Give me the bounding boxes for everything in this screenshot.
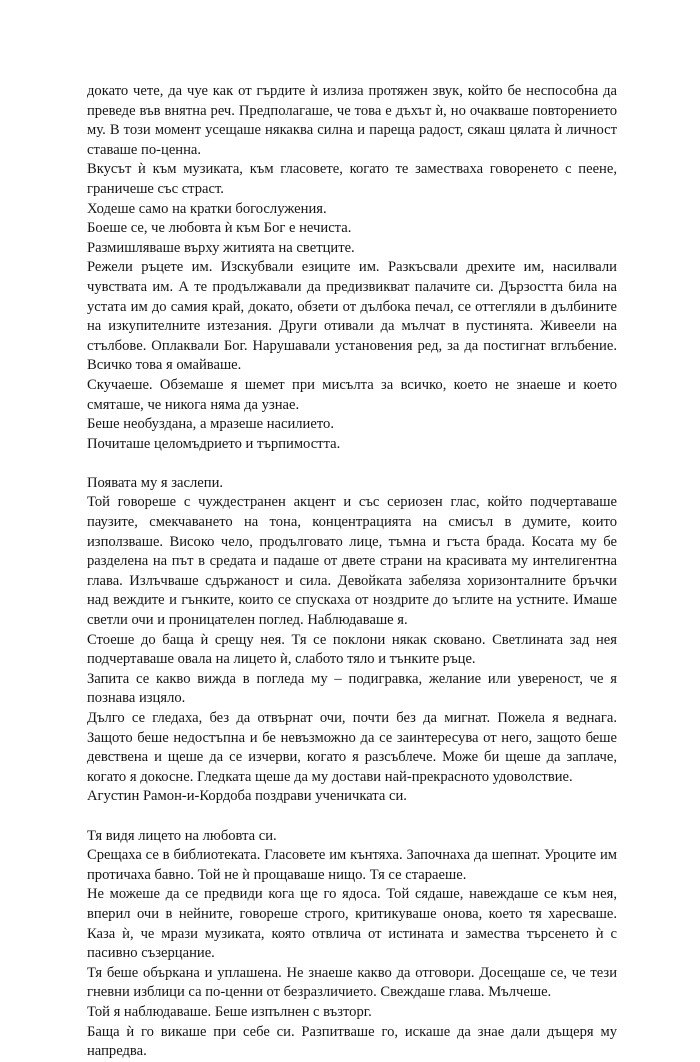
paragraph: докато чете, да чуе как от гърдите ѝ излиза протяжен звук, който бе неспособна да преведе във внятна реч. Предполагаше, че това е дъхът ѝ, но очакваше повторението му. В този момент усещаше някаква силна и пареща радост, сякаш цялата ѝ личност ставаше по-ценна. <box>87 83 617 158</box>
paragraph: Появата му я заслепи. <box>87 474 224 491</box>
paragraph: Тя видя лицето на любовта си. <box>87 827 277 844</box>
paragraph: Запита се какво вижда в погледа му – подигравка, желание или увереност, че я познава изцяло. <box>87 670 617 707</box>
paragraph: Размишляваше върху житията на светците. <box>87 239 355 256</box>
paragraph: Режели ръцете им. Изскубвали езиците им. Разкъсвали дрехите им, насилвали чувствата им. А те продължавали да предизвикват палачите си. Дързостта била на устата им до самия край, докато, обзети от дълбока печал, се оттегляли в дълбините на изкупителните изтезания. Други отивали да мълчат в пустинята. Живеели на стълбове. Оплаквали Бог. Нарушавали установения ред, за да постигнат вглъбение. Всичко това я омайваше. <box>87 259 617 374</box>
paragraph: Той я наблюдаваше. Беше изпълнен с възторг. <box>87 1003 372 1020</box>
paragraph: Стоеше до баща ѝ срещу нея. Тя се поклони някак сковано. Светлината зад нея подчертаваше овала на лицето ѝ, слабото тяло и тънките ръце. <box>87 631 617 668</box>
paragraph: Не можеше да се предвиди кога ще го ядоса. Той сядаше, навеждаше се към нея, вперил очи в нейните, говореше строго, критикуваше онова, което тя харесваше. Каза ѝ, че мрази музиката, която отвлича от истината и замества търсенето ѝ с пасивно съзерцание. <box>87 886 617 962</box>
paragraph: Дълго се гледаха, без да отвърнат очи, почти без да мигнат. Пожела я веднага. Защото беше недостъпна и бе невъзможно да се заинтересува от него, защото беше девствена и щеше да се изчерви, когато я разсъблече. Може би щеше да заплаче, когато я докосне. Гледката щеше да му достави най-прекрасното удоволствие. <box>87 710 617 785</box>
paragraph: Вкусът ѝ към музиката, към гласовете, когато те заместваха говоренето с пеене, граничеше със страст. <box>87 161 617 197</box>
paragraph: Баща ѝ го викаше при себе си. Разпитваше го, искаше да знае дали дъщеря му напредва. <box>87 1023 617 1060</box>
paragraph: Почиташе целомъдрието и търпимостта. <box>87 435 341 452</box>
paragraph: Срещаха се в библиотеката. Гласовете им кънтяха. Започнаха да шепнат. Уроците им протичаха бавно. Той не ѝ прощаваше нищо. Тя се стараеше. <box>87 847 617 883</box>
paragraph: Скучаеше. Обземаше я шемет при мисълта за всичко, което не знаеше и което смяташе, че никога няма да узнае. <box>87 376 617 413</box>
paragraph: Той говореше с чуждестранен акцент и със сериозен глас, който подчертаваше паузите, смекчаването на тона, концентрацията на смисъл в думите, които използваше. Високо чело, продълговато лице, тъмна и гъста брада. Косата му бе разделена на път в средата и падаше от двете страни на красивата му интелигентна глава. Излъчваше сдържаност и сила. Девойката забеляза хоризонталните бръчки над веждите и гънките, които се спускаха от ноздрите до ъглите на устните. Имаше светли очи и проницателен поглед. Наблюдаваше я. <box>87 494 617 629</box>
blank-line <box>87 454 617 474</box>
paragraph: Агустин Рамон-и-Кордоба поздрави ученичката си. <box>87 788 407 805</box>
paragraph: Беше необуздана, а мразеше насилието. <box>87 416 334 433</box>
paragraph: Ходеше само на кратки богослужения. <box>87 200 327 217</box>
paragraph: Боеше се, че любовта ѝ към Бог е нечиста. <box>87 220 352 237</box>
paragraph: Тя беше объркана и уплашена. Не знаеше какво да отговори. Досещаше се, че тези гневни изблици са по-ценни от безразличието. Свеждаше глава. Мълчеше. <box>87 964 617 1001</box>
blank-line <box>87 807 617 827</box>
document-page <box>87 82 617 1062</box>
